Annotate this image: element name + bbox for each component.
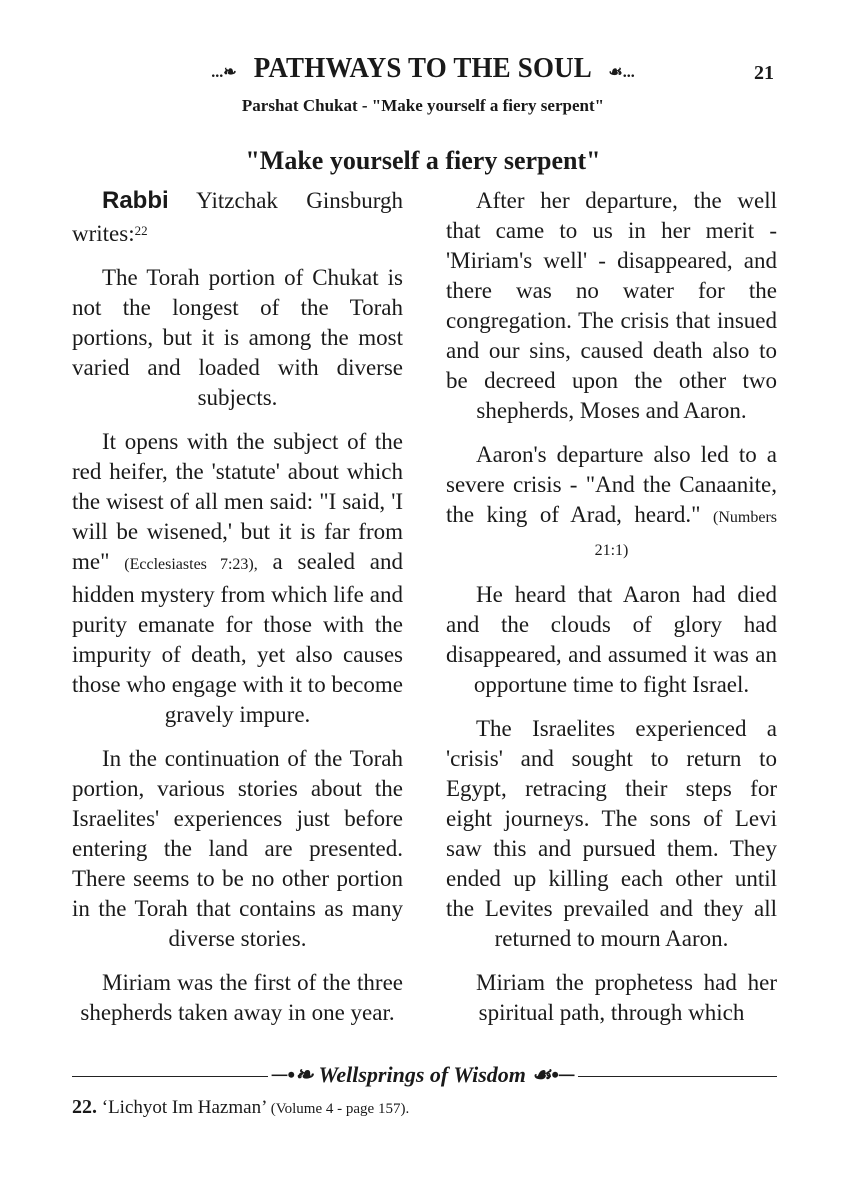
paragraph-text: It opens with the subject of the red heifer, the 'statute' about which the wisest of all men said: "I said, 'I will be wisened,' but it is far from me" (72, 429, 403, 574)
intro-text: Yitzchak Ginsburgh writes: (72, 188, 403, 246)
paragraph-text: After her departure, the well that came to us in her merit - 'Miriam's well' - disappeared, and there was no water for the congregation. The crisis that insued and our sins, caused death also to be decreed upon the other two shepherds, Moses and Aaron. (446, 188, 777, 423)
body-paragraph (72, 968, 403, 1028)
footnote-text: ‘Lichyot Im Hazman’ (101, 1097, 266, 1118)
page-number: 21 (754, 62, 774, 84)
intro-bold: Rabbi (102, 187, 169, 214)
ornament-right-icon: ☙... (608, 64, 635, 81)
paragraph-text: Aaron's departure also led to a severe crisis - "And the Canaanite, the king of Arad, heard." (446, 442, 777, 527)
paragraph-text: In the continuation of the Torah portion, various stories about the Israelites' experiences just before entering the land are presented. There seems to be no other portion in the Torah that contains as many diverse stories. (72, 746, 403, 951)
citation: (Numbers 21:1) (594, 509, 777, 559)
paragraph-text: Miriam was the first of the three shepherds taken away in one year. (80, 970, 403, 1025)
paragraph-text: He heard that Aaron had died and the clouds of glory had disappeared, and assumed it was an opportune time to fight Israel. (446, 582, 777, 697)
ornament-right-icon: ☙•─ (531, 1062, 575, 1087)
footnote-ref: 22 (134, 223, 148, 238)
body-paragraph (446, 186, 777, 426)
ornament-left-icon: ...❧ (211, 64, 237, 81)
body-paragraph (446, 440, 777, 566)
article-title: "Make yourself a fiery serpent" (245, 146, 601, 175)
footnote-citation: (Volume 4 - page 157). (270, 1101, 410, 1117)
paragraph-text: The Torah portion of Chukat is not the longest of the Torah portions, but it is among the most varied and loaded with diverse subjects. (72, 265, 403, 410)
book-title: PATHWAYS TO THE SOUL (253, 52, 592, 84)
intro-paragraph (72, 186, 403, 249)
running-header (0, 52, 846, 85)
paragraph-text: The Israelites experienced a 'crisis' and sought to return to Egypt, retracing their steps for eight journeys. The sons of Levi saw this and pursued them. They ended up killing each other until the Levites prevailed and they all returned to mourn Aaron. (446, 716, 777, 951)
paragraph-text: Miriam the prophetess had her spiritual path, through which (476, 970, 777, 1025)
citation: (Ecclesiastes 7:23), (124, 556, 258, 573)
body-paragraph (446, 968, 777, 1028)
footer-title: Wellsprings of Wisdom (318, 1062, 526, 1087)
body-paragraph (446, 714, 777, 954)
running-footer (0, 1062, 846, 1088)
body-paragraph (72, 744, 403, 954)
left-column (72, 186, 403, 1042)
ornament-left-icon: ─•❧ (271, 1062, 314, 1087)
paragraph-text: a sealed and hidden mystery from which life and purity emanate for those with the impurity of death, yet also causes those who engage with it to become gravely impure. (72, 549, 403, 727)
footnote-number: 22. (72, 1096, 97, 1118)
body-paragraph (446, 580, 777, 700)
chapter-subtitle: Parshat Chukat - "Make yourself a fiery serpent" (241, 96, 605, 115)
body-paragraph (72, 427, 403, 730)
right-column (446, 186, 777, 1042)
body-paragraph (72, 263, 403, 413)
footnote (72, 1096, 409, 1119)
